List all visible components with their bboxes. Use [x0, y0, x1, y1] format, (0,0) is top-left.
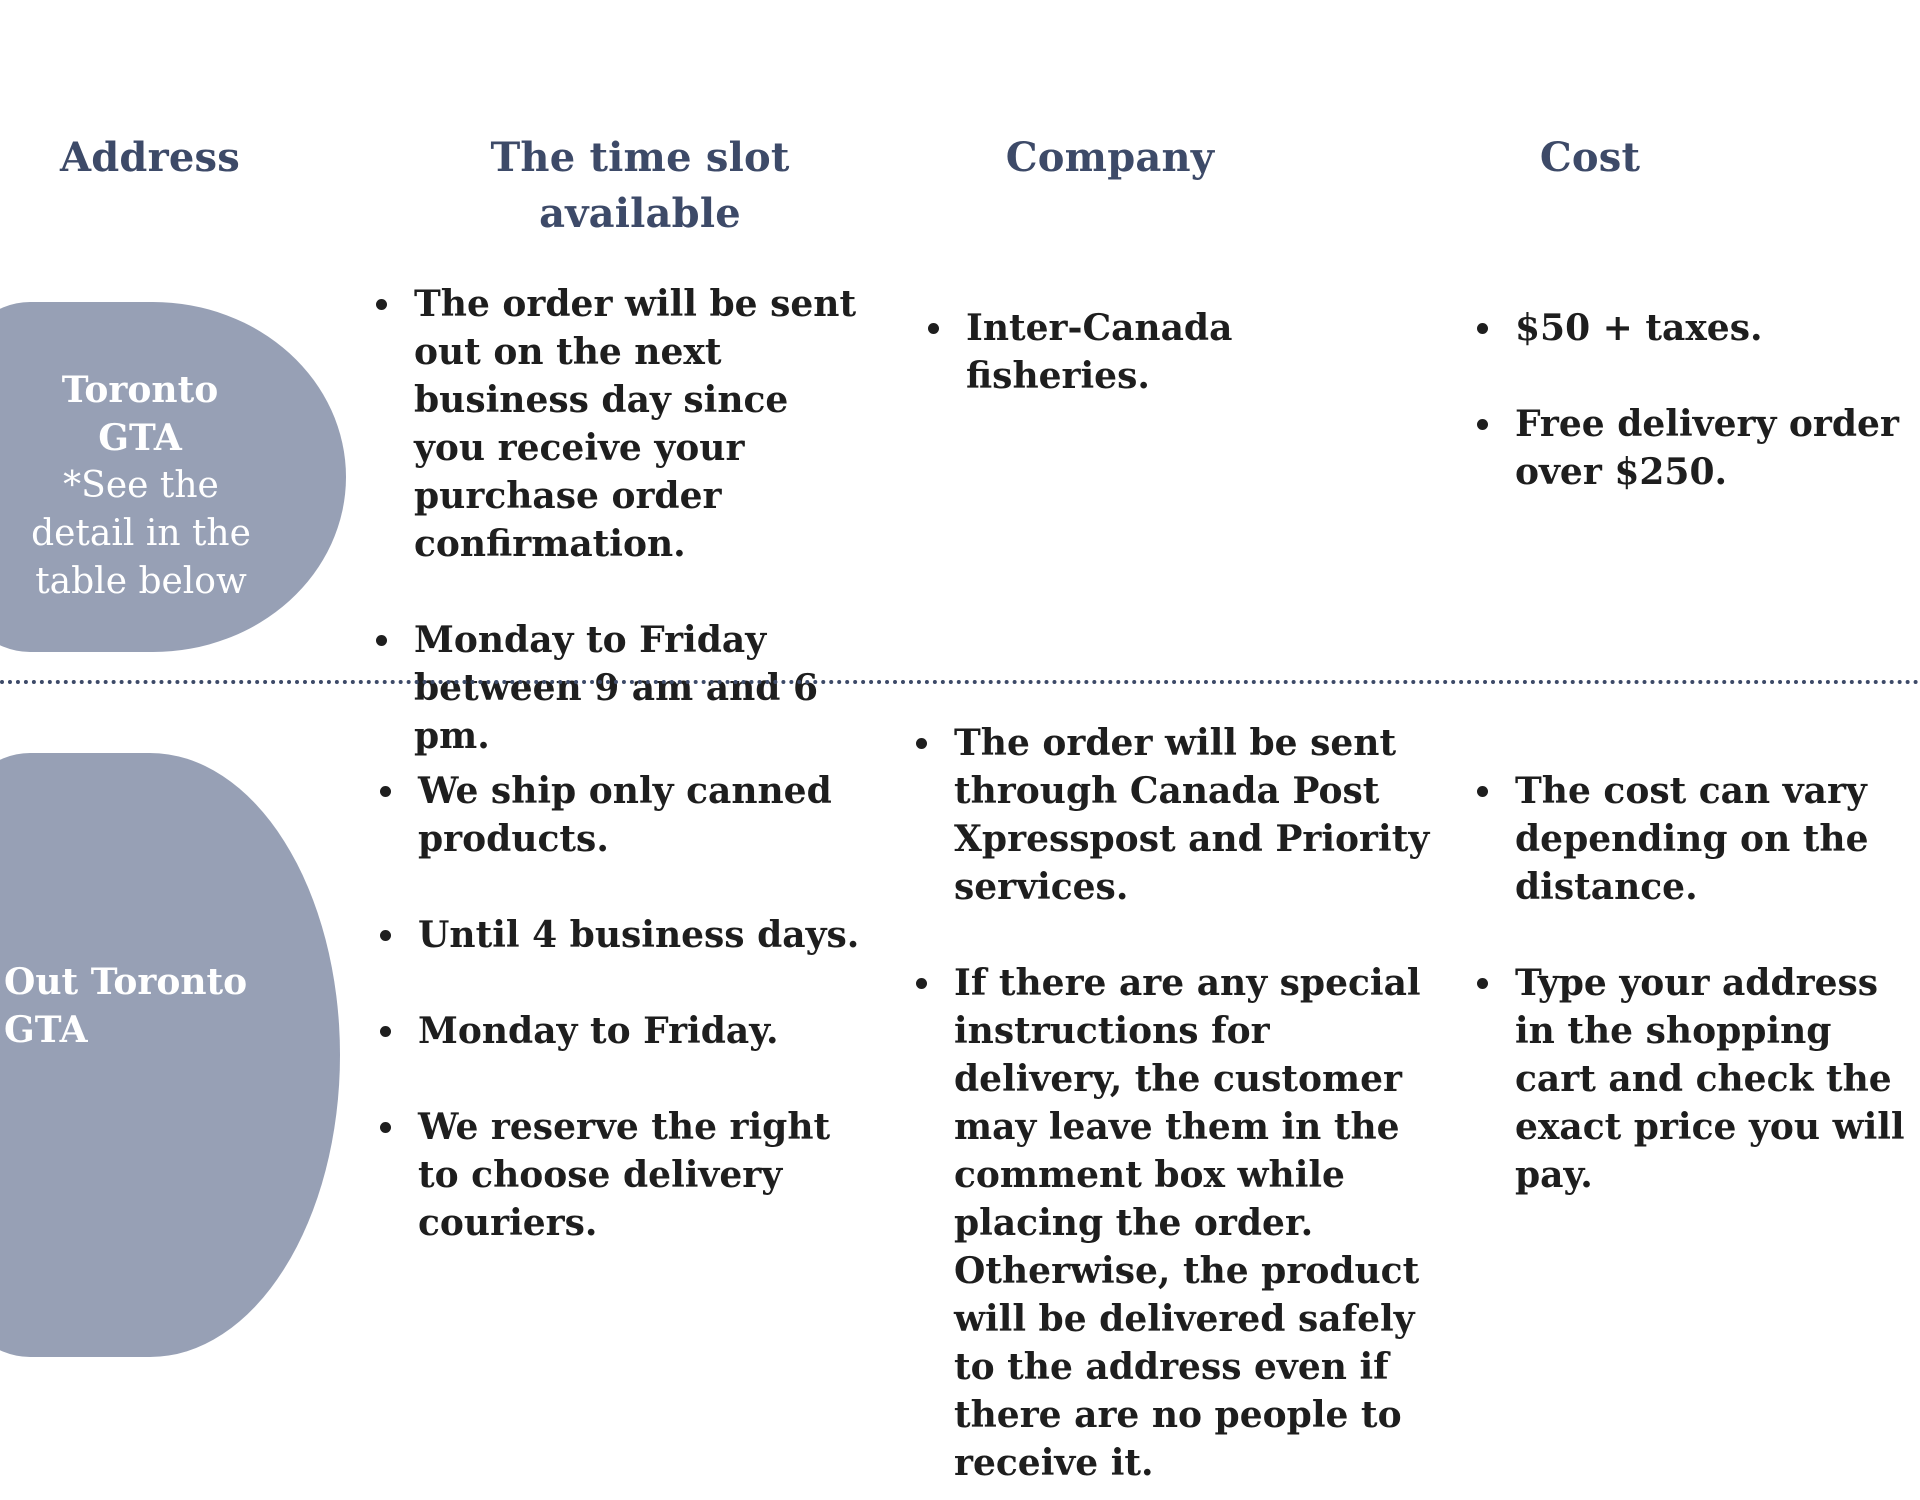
list-item: Until 4 business days. — [380, 911, 860, 959]
bullet-icon — [376, 635, 387, 646]
bullet-icon — [380, 786, 391, 797]
bullet-icon — [1477, 978, 1488, 989]
bullet-icon — [1477, 786, 1488, 797]
cost-list-row-2 — [1477, 767, 1917, 1199]
bullet-icon — [916, 978, 927, 989]
bullet-icon — [380, 1122, 391, 1133]
company-list-row-1 — [928, 304, 1378, 400]
company-list-row-2 — [916, 719, 1436, 1487]
time-slot-list-row-1 — [376, 280, 866, 760]
time-slot-list-row-2 — [380, 767, 860, 1247]
address-pill-out-toronto-gta — [0, 753, 340, 1357]
bullet-icon — [1477, 419, 1488, 430]
column-header-company: Company — [1005, 134, 1215, 181]
list-item: Monday to Friday. — [380, 1007, 860, 1055]
row-divider — [0, 680, 1920, 684]
list-item: The order will be sent through Canada Post Xpresspost and Priority services. — [916, 719, 1436, 911]
list-item: $50 + taxes. — [1477, 304, 1917, 352]
column-header-cost: Cost — [1539, 134, 1641, 181]
bullet-icon — [376, 299, 387, 310]
list-item: We reserve the right to choose delivery couriers. — [380, 1103, 860, 1247]
cost-list-row-1 — [1477, 304, 1917, 496]
bullet-icon — [380, 930, 391, 941]
address-pill-toronto-gta — [0, 302, 346, 652]
column-header-address: Address — [60, 134, 240, 181]
column-header-time-slot: The time slot available — [490, 134, 790, 237]
bullet-icon — [916, 738, 927, 749]
list-item: We ship only canned products. — [380, 767, 860, 863]
list-item: The cost can vary depending on the distance. — [1477, 767, 1917, 911]
list-item: Monday to Friday between 9 am and 6 pm. — [376, 616, 866, 760]
bullet-icon — [380, 1026, 391, 1037]
address-note: *See the detail in the table below — [31, 465, 251, 602]
list-item: Type your address in the shopping cart and check the exact price you will pay. — [1477, 959, 1917, 1199]
bullet-icon — [928, 323, 939, 334]
address-title: Out Toronto GTA — [4, 961, 248, 1051]
list-item: The order will be sent out on the next business day since you receive your purchase order confirmation. — [376, 280, 866, 568]
list-item: If there are any special instructions for delivery, the customer may leave them in the comment box while placing the order. Otherwise, the product will be delivered safely to the address even if there are no people to receive it. — [916, 959, 1436, 1487]
list-item: Inter-Canada fisheries. — [928, 304, 1378, 400]
address-title: Toronto GTA — [61, 369, 219, 459]
list-item: Free delivery order over $250. — [1477, 400, 1917, 496]
bullet-icon — [1477, 323, 1488, 334]
